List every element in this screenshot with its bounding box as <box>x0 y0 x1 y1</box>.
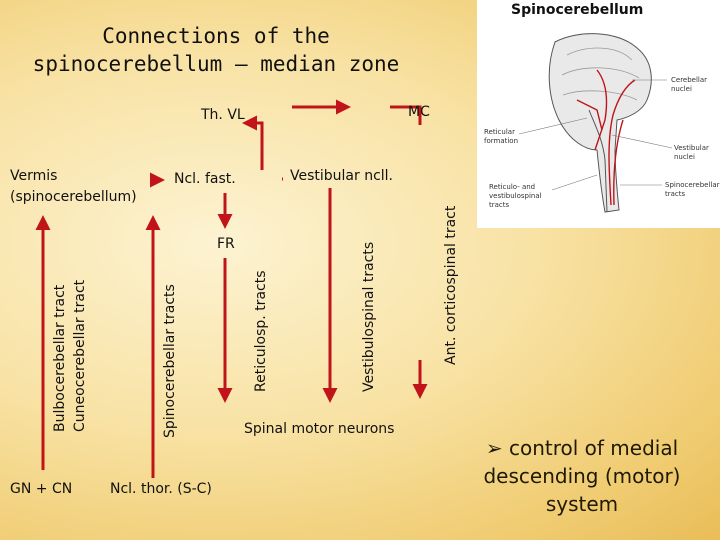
bullet-point <box>466 434 698 518</box>
fastigial-nucleus-label: Ncl. fast. <box>174 171 236 187</box>
bullet-text: control of medial descending (motor) system <box>483 436 681 516</box>
figure-label-spinocerebellar: Spinocerebellar tracts <box>665 181 720 198</box>
reticular-formation-label: FR <box>217 236 235 252</box>
figure-label-reticulo-vestibulospinal: Reticulo- and vestibulospinal tracts <box>489 183 542 209</box>
corticospinal-tract-label: Ant. corticospinal tract <box>443 205 459 365</box>
fastigial-to-thalamus-arrow <box>245 123 262 170</box>
reticulospinal-tracts-label: Reticulosp. tracts <box>253 270 269 392</box>
leader-vestibular <box>612 135 672 148</box>
figure-label-cerebellar-nuclei: Cerebellar nuclei <box>671 76 708 93</box>
vestibulospinal-tracts-label: Vestibulospinal tracts <box>361 241 377 392</box>
cuneocerebellar-tract-label: Cuneocerebellar tract <box>72 279 88 432</box>
vermis-label: Vermis <box>10 168 58 184</box>
spinocerebellum-figure <box>477 0 720 228</box>
figure-label-reticular-formation: Reticular formation <box>484 128 519 145</box>
spinocerebellar-tracts-label: Spinocerebellar tracts <box>162 284 178 438</box>
vestibular-nuclei-label: Vestibular ncll. <box>290 168 394 184</box>
motor-cortex-label: MC <box>408 104 430 120</box>
figure-title: Spinocerebellum <box>511 2 644 18</box>
spinal-motor-neurons-label: Spinal motor neurons <box>244 421 395 437</box>
bulbocerebellar-tract-label: Bulbocerebellar tract <box>52 284 68 432</box>
slide-title-line-1: Connections of the <box>102 24 330 48</box>
arrow-bullet-icon: ➢ <box>485 436 503 460</box>
thoracic-nucleus-label: Ncl. thor. (S-C) <box>110 481 212 497</box>
vermis-sub-label: (spinocerebellum) <box>10 189 137 205</box>
gracile-cuneate-nuclei-label: GN + CN <box>10 481 73 497</box>
slide-title-line-2: spinocerebellum – median zone <box>32 52 400 76</box>
figure-label-vestibular-nuclei: Vestibular nuclei <box>674 144 709 161</box>
leader-reticulo <box>552 175 597 190</box>
thalamus-label: Th. VL <box>201 107 245 123</box>
